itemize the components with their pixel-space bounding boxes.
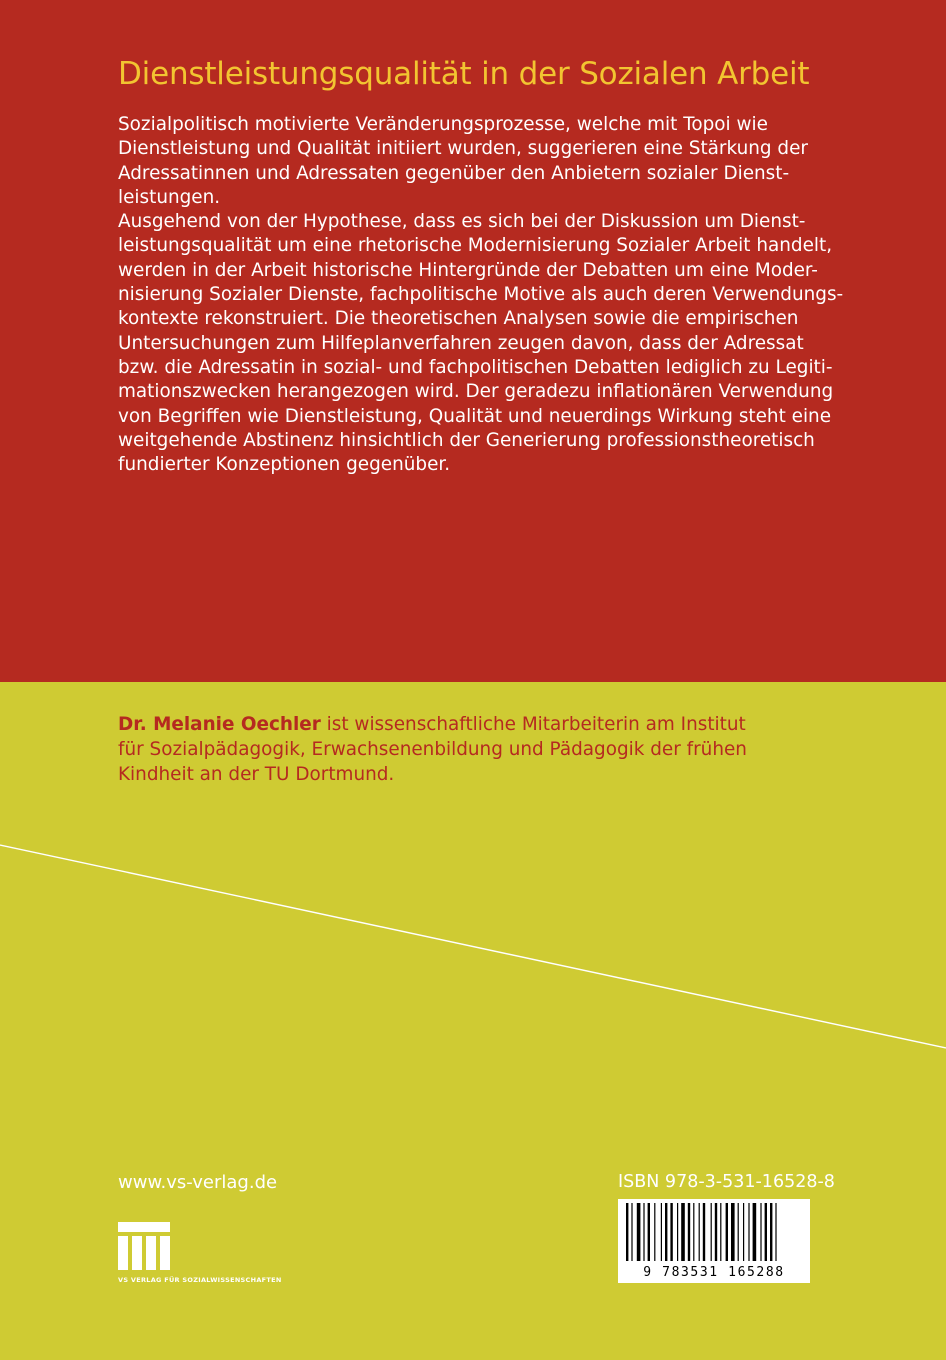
blurb-line: werden in der Arbeit historische Hintergründe der Debatten um eine Moder- [118,259,818,281]
barcode-bar [748,1203,749,1261]
barcode-bar [688,1203,690,1261]
barcode-bar [765,1203,767,1261]
blurb-line: leistungsqualität um eine rhetorische Modernisierung Sozialer Arbeit handelt, [118,235,833,257]
barcode-bar [753,1203,757,1261]
barcode-bar [637,1203,641,1261]
barcode-bar [665,1203,667,1261]
barcode-bar [643,1203,644,1261]
barcode-bar [631,1203,632,1261]
blurb-line: Adressatinnen und Adressaten gegenüber den Anbietern sozialer Dienst- [118,162,790,184]
barcode-bar [654,1203,655,1261]
blurb-line: kontexte rekonstruiert. Die theoretischen Analysen sowie die empirischen [118,308,799,330]
book-title: Dienstleistungsqualität in der Sozialen Arbeit [118,56,810,92]
barcode-bar [731,1203,735,1261]
blurb-line: fundierter Konzeptionen gegenüber. [118,454,451,476]
blurb-line: Ausgehend von der Hypothese, dass es sich bei der Diskussion um Dienst- [118,211,806,233]
barcode-bars [618,1199,810,1265]
barcode-bar [726,1203,728,1261]
barcode-bar [677,1203,678,1261]
author-bio-line: für Sozialpädagogik, Erwachsenenbildung und Pädagogik der frühen [118,739,747,760]
isbn-label: ISBN 978-3-531-16528-8 [618,1172,835,1192]
author-bio-line: Kindheit an der TU Dortmund. [118,764,395,785]
author-name: Dr. Melanie Oechler [118,714,321,735]
barcode-bar [738,1203,739,1261]
blurb-line: bzw. die Adressatin in sozial- und fachpolitischen Debatten lediglich zu Legiti- [118,356,833,378]
barcode-bar [699,1203,700,1261]
barcode-bar [720,1203,721,1261]
barcode-bar [648,1203,650,1261]
blurb-line: Dienstleistung und Qualität initiiert wurden, suggerieren eine Stärkung der [118,138,808,160]
barcode-bar [775,1203,776,1261]
barcode-bar [681,1203,685,1261]
publisher-name: VS VERLAG FÜR SOZIALWISSENSCHAFTEN [118,1276,282,1284]
author-bio-text: ist wissenschaftliche Mitarbeiterin am Institut [320,714,746,735]
barcode-bar [760,1203,761,1261]
blurb-line: leistungen. [118,186,221,208]
blurb-line: weitgehende Abstinenz hinsichtlich der Generierung professionstheoretisch [118,429,815,451]
blurb-text [118,113,844,477]
barcode-bar [670,1203,672,1261]
blurb-line: nisierung Sozialer Dienste, fachpolitische Motive als auch deren Verwendungs- [118,284,844,306]
barcode-bar [693,1203,694,1261]
blurb-line: Untersuchungen zum Hilfeplanverfahren zeugen davon, dass der Adressat [118,332,804,354]
publisher-logo-icon [118,1222,170,1270]
barcode-bar [711,1203,712,1261]
barcode-bar [661,1203,662,1261]
barcode-bar [770,1203,772,1261]
blurb-line: Sozialpolitisch motivierte Veränderungsprozesse, welche mit Topoi wie [118,114,768,135]
blurb-line: von Begriffen wie Dienstleistung, Qualität und neuerdings Wirkung steht eine [118,405,832,427]
barcode-number: 9 783531 165288 [643,1265,785,1280]
barcode-bar [743,1203,744,1261]
website-link[interactable]: www.vs-verlag.de [118,1172,278,1193]
barcode-bar [626,1203,628,1261]
blurb-line: mationszwecken herangezogen wird. Der geradezu inflationären Verwendung [118,381,834,403]
barcode [618,1199,810,1283]
barcode-bar [715,1203,717,1261]
barcode-bar [703,1203,705,1261]
